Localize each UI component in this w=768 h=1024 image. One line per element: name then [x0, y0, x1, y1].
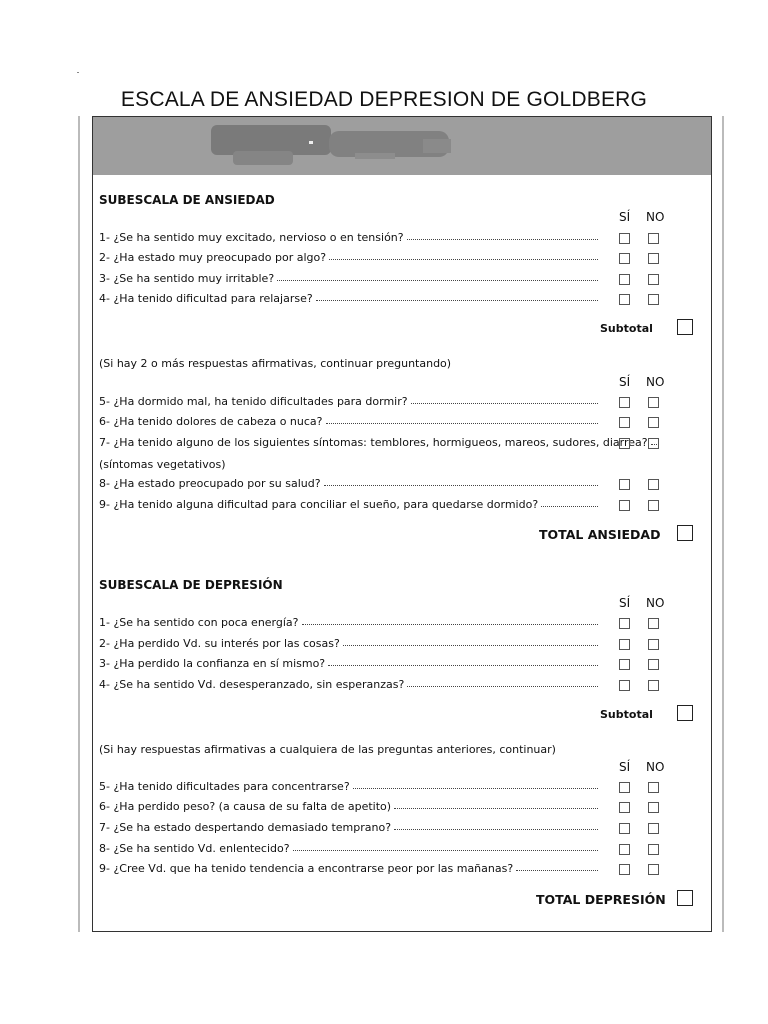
col-si: SÍ [619, 760, 631, 774]
question-text: 9- ¿Ha tenido alguna dificultad para conciliar el sueño, para quedarse dormido? [99, 498, 539, 511]
answer-si-checkbox[interactable] [619, 479, 630, 490]
answer-no-checkbox[interactable] [648, 844, 659, 855]
question-row [99, 392, 599, 408]
banner-mark [309, 141, 313, 144]
header-banner [93, 117, 711, 175]
col-no: NO [646, 760, 665, 774]
dot-leader [407, 239, 598, 240]
answer-si-checkbox[interactable] [619, 823, 630, 834]
dot-leader [516, 870, 598, 871]
dot-leader [302, 624, 598, 625]
total-anxiety-box[interactable] [677, 525, 693, 541]
right-margin-line [722, 116, 724, 932]
depression-instruction: (Si hay respuestas afirmativas a cualquiera de las preguntas anteriores, continuar) [99, 743, 556, 756]
question-text: 6- ¿Ha tenido dolores de cabeza o nuca? [99, 415, 323, 428]
left-margin-line [78, 116, 80, 932]
answer-no-checkbox[interactable] [648, 417, 659, 428]
dot-leader [394, 808, 598, 809]
answer-no-checkbox[interactable] [648, 639, 659, 650]
question-text: 5- ¿Ha dormido mal, ha tenido dificultades para dormir? [99, 395, 408, 408]
answer-no-checkbox[interactable] [648, 823, 659, 834]
question-text: 3- ¿Se ha sentido muy irritable? [99, 272, 275, 285]
dot-leader [326, 423, 599, 424]
depression-heading: SUBESCALA DE DEPRESIÓN [99, 578, 283, 592]
question-text: 4- ¿Se ha sentido Vd. desesperanzado, sin esperanzas? [99, 678, 405, 691]
answer-si-checkbox[interactable] [619, 438, 630, 449]
question-row [99, 474, 599, 490]
answer-no-checkbox[interactable] [648, 618, 659, 629]
total-anxiety-label: TOTAL ANSIEDAD [539, 527, 661, 542]
scan-speck [77, 72, 79, 73]
answer-no-checkbox[interactable] [648, 438, 659, 449]
depression-subtotal-label: Subtotal [600, 708, 653, 721]
answer-si-checkbox[interactable] [619, 294, 630, 305]
answer-no-checkbox[interactable] [648, 294, 659, 305]
question-row [99, 634, 599, 650]
answer-si-checkbox[interactable] [619, 782, 630, 793]
answer-no-checkbox[interactable] [648, 479, 659, 490]
answer-si-checkbox[interactable] [619, 274, 630, 285]
answer-si-checkbox[interactable] [619, 618, 630, 629]
answer-no-checkbox[interactable] [648, 274, 659, 285]
answer-no-checkbox[interactable] [648, 680, 659, 691]
question-text: 9- ¿Cree Vd. que ha tenido tendencia a encontrarse peor por las mañanas? [99, 862, 514, 875]
answer-si-checkbox[interactable] [619, 417, 630, 428]
answer-no-checkbox[interactable] [648, 500, 659, 511]
dot-leader [343, 645, 598, 646]
dot-leader [353, 788, 598, 789]
question-text: 6- ¿Ha perdido peso? (a causa de su falta de apetito) [99, 800, 392, 813]
answer-si-checkbox[interactable] [619, 253, 630, 264]
question-text: 8- ¿Se ha sentido Vd. enlentecido? [99, 842, 290, 855]
dot-leader [277, 280, 598, 281]
col-no: NO [646, 375, 665, 389]
dot-leader [541, 506, 598, 507]
dot-leader [329, 259, 598, 260]
question-row [99, 269, 599, 285]
total-depression-label: TOTAL DEPRESIÓN [536, 892, 666, 907]
item-7-continuation: (síntomas vegetativos) [99, 458, 226, 471]
question-text: 2- ¿Ha estado muy preocupado por algo? [99, 251, 327, 264]
question-row [99, 859, 599, 875]
question-text: 1- ¿Se ha sentido con poca energía? [99, 616, 299, 629]
banner-shape [423, 139, 451, 153]
answer-no-checkbox[interactable] [648, 802, 659, 813]
question-row [99, 433, 648, 449]
question-row [99, 675, 599, 691]
question-text: 7- ¿Ha tenido alguno de los siguientes síntomas: temblores, hormigueos, mareos, sudores, diarrea? [99, 436, 648, 449]
anxiety-subtotal-box[interactable] [677, 319, 693, 335]
question-text: 2- ¿Ha perdido Vd. su interés por las cosas? [99, 637, 340, 650]
banner-shape [355, 153, 395, 159]
banner-shape [233, 151, 293, 165]
anxiety-heading: SUBESCALA DE ANSIEDAD [99, 193, 275, 207]
answer-si-checkbox[interactable] [619, 639, 630, 650]
question-row [99, 654, 599, 670]
page-title: ESCALA DE ANSIEDAD DEPRESION DE GOLDBERG [120, 88, 648, 111]
col-si: SÍ [619, 375, 631, 389]
col-no: NO [646, 596, 665, 610]
dot-leader [316, 300, 598, 301]
dot-leader [411, 403, 598, 404]
col-si: SÍ [619, 210, 631, 224]
anxiety-subtotal-label: Subtotal [600, 322, 653, 335]
answer-no-checkbox[interactable] [648, 659, 659, 670]
question-row [99, 839, 599, 855]
question-row [99, 412, 599, 428]
answer-si-checkbox[interactable] [619, 233, 630, 244]
dot-leader [407, 686, 598, 687]
answer-no-checkbox[interactable] [648, 864, 659, 875]
dot-leader [293, 850, 598, 851]
dot-leader [394, 829, 598, 830]
answer-no-checkbox[interactable] [648, 233, 659, 244]
question-text: 5- ¿Ha tenido dificultades para concentrarse? [99, 780, 350, 793]
question-text: 4- ¿Ha tenido dificultad para relajarse? [99, 292, 313, 305]
question-text: 3- ¿Ha perdido la confianza en sí mismo? [99, 657, 326, 670]
question-row [99, 797, 599, 813]
question-row [99, 495, 599, 511]
answer-no-checkbox[interactable] [648, 253, 659, 264]
question-row [99, 613, 599, 629]
dot-leader [324, 485, 598, 486]
col-si: SÍ [619, 596, 631, 610]
answer-si-checkbox[interactable] [619, 500, 630, 511]
answer-si-checkbox[interactable] [619, 680, 630, 691]
dot-leader [328, 665, 598, 666]
col-no: NO [646, 210, 665, 224]
answer-no-checkbox[interactable] [648, 397, 659, 408]
question-row [99, 228, 599, 244]
question-row [99, 818, 599, 834]
answer-si-checkbox[interactable] [619, 659, 630, 670]
answer-no-checkbox[interactable] [648, 782, 659, 793]
question-row [99, 289, 599, 305]
question-row [99, 248, 599, 264]
anxiety-instruction: (Si hay 2 o más respuestas afirmativas, continuar preguntando) [99, 357, 452, 370]
answer-si-checkbox[interactable] [619, 802, 630, 813]
question-row [99, 777, 599, 793]
question-text: 1- ¿Se ha sentido muy excitado, nervioso o en tensión? [99, 231, 404, 244]
answer-si-checkbox[interactable] [619, 397, 630, 408]
answer-si-checkbox[interactable] [619, 864, 630, 875]
question-text: 8- ¿Ha estado preocupado por su salud? [99, 477, 321, 490]
total-depression-box[interactable] [677, 890, 693, 906]
answer-si-checkbox[interactable] [619, 844, 630, 855]
depression-subtotal-box[interactable] [677, 705, 693, 721]
question-text: 7- ¿Se ha estado despertando demasiado temprano? [99, 821, 392, 834]
